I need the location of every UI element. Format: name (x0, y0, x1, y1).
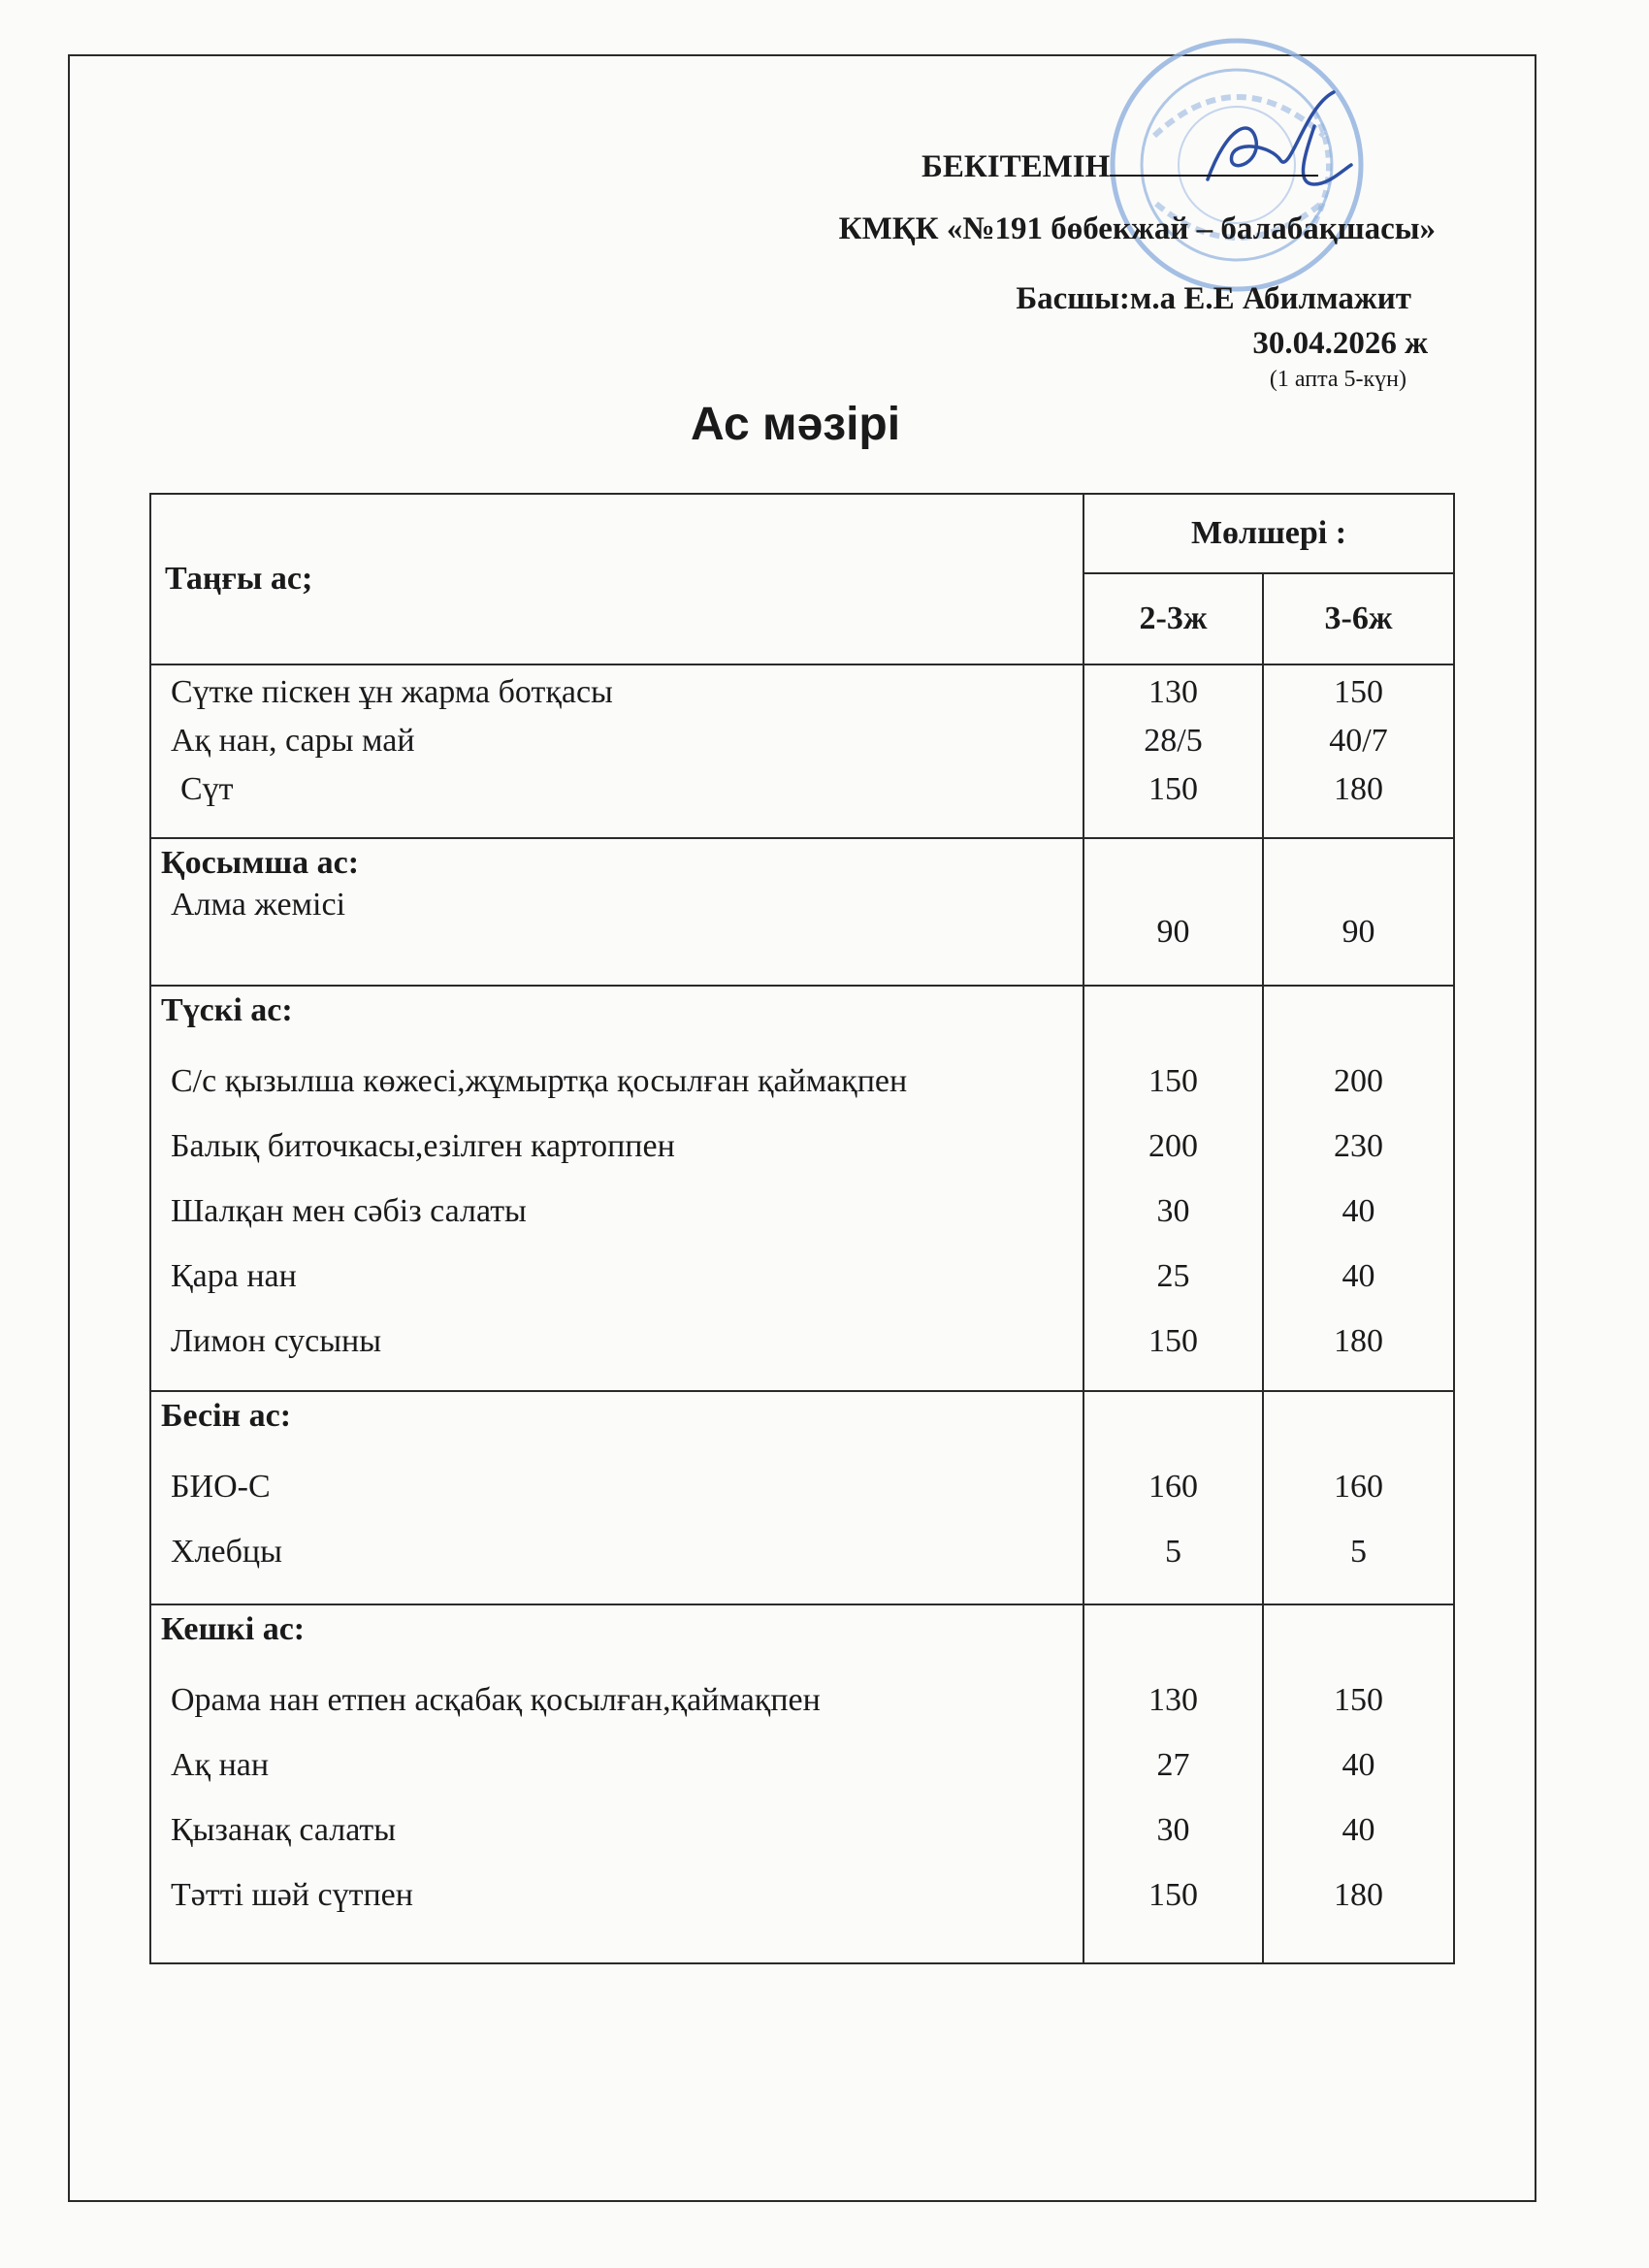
list-item: Сүтке піскен ұн жарма ботқасы (171, 674, 613, 710)
snack-section (150, 838, 1454, 986)
qty-2-3: 5 (1165, 1534, 1181, 1570)
qty-3-6: 40 (1342, 1258, 1375, 1294)
qty-2-3: 28/5 (1144, 723, 1203, 759)
director-name: Басшы:м.а Е.Е Абилмажит (1016, 281, 1411, 316)
afternoon-heading: Бесін ас: (161, 1398, 292, 1434)
qty-2-3: 90 (1156, 914, 1190, 950)
qty-2-3: 130 (1148, 674, 1198, 710)
list-item: Сүт (180, 771, 234, 807)
list-item: Балық биточкасы,езілген картоппен (171, 1128, 675, 1164)
week-day-note: (1 апта 5-күн) (1269, 367, 1406, 392)
qty-2-3: 25 (1156, 1258, 1190, 1294)
qty-2-3: 200 (1148, 1128, 1198, 1164)
menu-date: 30.04.2026 ж (1252, 326, 1428, 361)
list-item: Хлебцы (171, 1534, 282, 1570)
table-header-row (150, 494, 1454, 573)
qty-3-6: 180 (1334, 1323, 1383, 1359)
list-item: С/с қызылша көжесі,жұмыртқа қосылған қаймақпен (171, 1063, 908, 1099)
qty-2-3: 150 (1148, 771, 1198, 807)
age-column-3-6: 3-6ж (1263, 573, 1454, 664)
qty-3-6: 200 (1334, 1063, 1383, 1099)
qty-3-6: 180 (1334, 1877, 1383, 1913)
qty-3-6: 150 (1334, 1682, 1383, 1718)
qty-2-3: 150 (1148, 1323, 1198, 1359)
qty-3-6: 40 (1342, 1812, 1375, 1848)
list-item: Ақ нан, сары май (171, 723, 415, 759)
page-title: Ас мәзірі (690, 399, 901, 450)
qty-2-3: 30 (1156, 1193, 1190, 1229)
dinner-section (150, 1604, 1454, 1963)
list-item: БИО-С (171, 1469, 271, 1505)
qty-3-6: 160 (1334, 1469, 1383, 1505)
qty-3-6: 40/7 (1329, 723, 1388, 759)
qty-2-3: 160 (1148, 1469, 1198, 1505)
breakfast-section (150, 664, 1454, 838)
list-item: Қара нан (171, 1258, 297, 1294)
dinner-heading: Кешкі ас: (161, 1611, 306, 1647)
approval-line (922, 146, 1318, 185)
snack-heading: Қосымша ас: (161, 845, 360, 881)
menu-table (149, 493, 1455, 1964)
qty-2-3: 150 (1148, 1877, 1198, 1913)
qty-3-6: 5 (1350, 1534, 1367, 1570)
qty-3-6: 180 (1334, 771, 1383, 807)
list-item: Шалқан мен сәбіз салаты (171, 1193, 527, 1229)
lunch-section (150, 986, 1454, 1391)
list-item: Лимон сусыны (171, 1323, 382, 1359)
afternoon-snack-section (150, 1391, 1454, 1604)
lunch-heading: Түскі ас: (161, 992, 293, 1028)
list-item: Қызанақ салаты (171, 1812, 397, 1848)
qty-2-3: 30 (1156, 1812, 1190, 1848)
qty-3-6: 40 (1342, 1747, 1375, 1783)
qty-2-3: 27 (1156, 1747, 1190, 1783)
organization-name: КМҚК «№191 бөбекжай – балабақшасы» (838, 211, 1436, 246)
list-item: Орама нан етпен асқабақ қосылған,қаймақпен (171, 1682, 821, 1718)
qty-3-6: 150 (1334, 674, 1383, 710)
qty-2-3: 130 (1148, 1682, 1198, 1718)
signature-underline (1110, 146, 1318, 177)
list-item: Алма жемісі (171, 887, 346, 923)
age-column-2-3: 2-3ж (1083, 573, 1263, 664)
qty-3-6: 230 (1334, 1128, 1383, 1164)
list-item: Тәтті шәй сүтпен (171, 1877, 413, 1913)
breakfast-heading: Таңғы ас; (150, 494, 1083, 664)
approve-label: БЕКІТЕМІН (922, 149, 1111, 184)
qty-2-3: 150 (1148, 1063, 1198, 1099)
quantity-header: Мөлшері : (1083, 494, 1454, 573)
list-item: Ақ нан (171, 1747, 270, 1783)
qty-3-6: 40 (1342, 1193, 1375, 1229)
qty-3-6: 90 (1342, 914, 1375, 950)
